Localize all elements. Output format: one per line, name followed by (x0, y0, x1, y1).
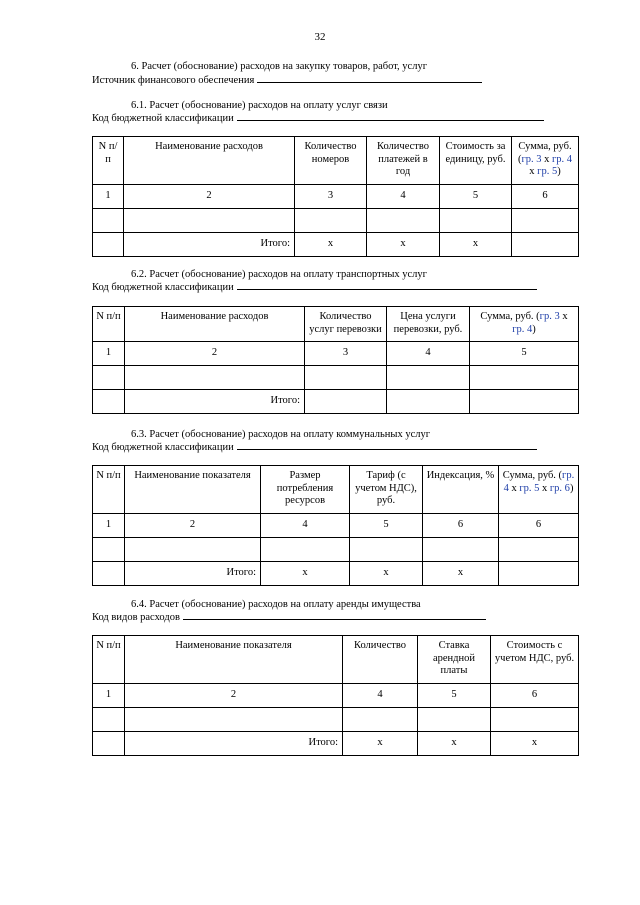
col-number: 4 (367, 185, 440, 209)
col-number: 4 (261, 514, 350, 538)
empty-cell[interactable] (93, 209, 124, 233)
col-number: 6 (512, 185, 579, 209)
empty-cell[interactable] (93, 366, 125, 390)
header-rent-rate: Ставка арендной платы (418, 636, 491, 684)
header-expense-name: Наименование расходов (124, 137, 295, 185)
section-6-3-title: 6.3. Расчет (обоснование) расходов на оплату коммунальных услуг (131, 429, 431, 440)
col-number: 6 (499, 514, 579, 538)
header-unit-cost: Стоимость за единицу, руб. (440, 137, 512, 185)
empty-cell[interactable] (343, 708, 418, 732)
col-number: 6 (423, 514, 499, 538)
x-mark: x (423, 562, 499, 586)
x-mark: x (491, 732, 579, 756)
budget-code-blank[interactable] (237, 111, 544, 121)
col-number: 3 (295, 185, 367, 209)
header-expense-name: Наименование расходов (125, 307, 305, 342)
col-number: 1 (93, 514, 125, 538)
table-row (93, 366, 579, 390)
header-number: N п/п (93, 307, 125, 342)
total-sum-cell[interactable] (512, 233, 579, 257)
empty-cell[interactable] (261, 538, 350, 562)
expense-type-code-label: Код видов расходов (92, 612, 180, 623)
funding-source-label: Источник финансового обеспечения (92, 75, 255, 86)
total-label: Итого: (124, 233, 295, 257)
empty-cell[interactable] (387, 390, 470, 414)
x-mark: x (440, 233, 512, 257)
col-number: 1 (93, 185, 124, 209)
empty-cell (93, 390, 125, 414)
header-transport-count: Количество услуг перевозки (305, 307, 387, 342)
link-gr5[interactable]: гр. 5 (537, 166, 558, 177)
budget-code-label: Код бюджетной классификации (92, 113, 234, 124)
link-gr6[interactable]: гр. 6 (549, 482, 570, 494)
link-gr4[interactable]: гр. 4 (503, 470, 575, 494)
budget-code-blank[interactable] (237, 440, 537, 450)
expense-type-code-field[interactable] (92, 610, 486, 624)
empty-cell[interactable] (512, 209, 579, 233)
header-transport-price: Цена услуги перевозки, руб. (387, 307, 470, 342)
x-mark: x (350, 562, 423, 586)
x-mark: x (367, 233, 440, 257)
header-sum: Сумма, руб. (гр. 4 x гр. 5 x гр. 6) (499, 466, 579, 514)
empty-cell[interactable] (93, 538, 125, 562)
link-gr4[interactable]: гр. 4 (512, 323, 533, 335)
empty-cell[interactable] (440, 209, 512, 233)
x-mark: x (295, 233, 367, 257)
empty-cell (93, 732, 125, 756)
total-label: Итого: (125, 390, 305, 414)
header-sum: Сумма, руб. (гр. 3 x гр. 4 x гр. 5) (512, 137, 579, 185)
section-6-2-title: 6.2. Расчет (обоснование) расходов на оплату транспортных услуг (131, 269, 427, 280)
table-communications (92, 136, 579, 257)
section-6-1-title: 6.1. Расчет (обоснование) расходов на оплату услуг связи (131, 100, 388, 111)
empty-cell[interactable] (305, 390, 387, 414)
empty-cell (93, 233, 124, 257)
budget-code-field-6-2[interactable] (92, 280, 537, 294)
col-number: 1 (93, 342, 125, 366)
empty-cell (93, 562, 125, 586)
empty-cell[interactable] (470, 366, 579, 390)
total-label: Итого: (125, 562, 261, 586)
table-utilities (92, 465, 579, 586)
col-number: 6 (491, 684, 579, 708)
col-number: 2 (124, 185, 295, 209)
header-cost-with-vat: Стоимость с учетом НДС, руб. (491, 636, 579, 684)
total-sum-cell[interactable] (470, 390, 579, 414)
empty-cell[interactable] (418, 708, 491, 732)
header-number-count: Количество номеров (295, 137, 367, 185)
budget-code-field-6-1[interactable] (92, 111, 544, 125)
header-quantity: Количество (343, 636, 418, 684)
table-row (93, 708, 579, 732)
x-mark: x (418, 732, 491, 756)
header-indicator-name: Наименование показателя (125, 636, 343, 684)
link-gr4[interactable]: гр. 4 (552, 153, 573, 165)
budget-code-label: Код бюджетной классификации (92, 442, 234, 453)
empty-cell[interactable] (387, 366, 470, 390)
col-number: 5 (418, 684, 491, 708)
col-number: 4 (343, 684, 418, 708)
link-gr5[interactable]: гр. 5 (519, 482, 540, 494)
expense-type-code-blank[interactable] (183, 610, 486, 620)
link-gr3[interactable]: гр. 3 (539, 311, 560, 322)
col-number: 5 (440, 185, 512, 209)
total-sum-cell[interactable] (499, 562, 579, 586)
funding-source-field[interactable] (92, 73, 482, 87)
total-row (93, 562, 579, 586)
header-sum: Сумма, руб. (гр. 3 x гр. 4) (470, 307, 579, 342)
table-row (93, 209, 579, 233)
empty-cell[interactable] (125, 366, 305, 390)
header-indicator-name: Наименование показателя (125, 466, 261, 514)
table-rent (92, 635, 579, 756)
empty-cell[interactable] (350, 538, 423, 562)
col-number: 2 (125, 684, 343, 708)
funding-source-blank[interactable] (257, 73, 482, 83)
empty-cell[interactable] (124, 209, 295, 233)
total-row (93, 390, 579, 414)
empty-cell[interactable] (499, 538, 579, 562)
link-gr3[interactable]: гр. 3 (521, 153, 542, 165)
header-number: N п/п (93, 636, 125, 684)
empty-cell[interactable] (125, 538, 261, 562)
total-label: Итого: (125, 732, 343, 756)
budget-code-blank[interactable] (237, 280, 537, 290)
header-tariff: Тариф (с учетом НДС), руб. (350, 466, 423, 514)
empty-cell[interactable] (125, 708, 343, 732)
total-row (93, 233, 579, 257)
header-number: N п/п (93, 137, 124, 185)
header-consumption: Размер потребления ресурсов (261, 466, 350, 514)
x-mark: x (261, 562, 350, 586)
empty-cell[interactable] (367, 209, 440, 233)
empty-cell[interactable] (93, 708, 125, 732)
col-number: 4 (387, 342, 470, 366)
col-number: 3 (305, 342, 387, 366)
col-number: 2 (125, 342, 305, 366)
empty-cell[interactable] (305, 366, 387, 390)
col-number: 2 (125, 514, 261, 538)
header-payments-per-year: Количество платежей в год (367, 137, 440, 185)
table-row (93, 538, 579, 562)
section-6-4-title: 6.4. Расчет (обоснование) расходов на оплату аренды имущества (131, 599, 421, 610)
col-number: 5 (470, 342, 579, 366)
empty-cell[interactable] (491, 708, 579, 732)
header-number: N п/п (93, 466, 125, 514)
total-row (93, 732, 579, 756)
x-mark: x (343, 732, 418, 756)
empty-cell[interactable] (295, 209, 367, 233)
budget-code-label: Код бюджетной классификации (92, 282, 234, 293)
budget-code-field-6-3[interactable] (92, 440, 537, 454)
table-transport (92, 306, 579, 414)
col-number: 5 (350, 514, 423, 538)
col-number: 1 (93, 684, 125, 708)
empty-cell[interactable] (423, 538, 499, 562)
page-number: 32 (314, 31, 326, 43)
section-6-title: 6. Расчет (обоснование) расходов на закупку товаров, работ, услуг (131, 61, 428, 72)
header-indexation: Индексация, % (423, 466, 499, 514)
